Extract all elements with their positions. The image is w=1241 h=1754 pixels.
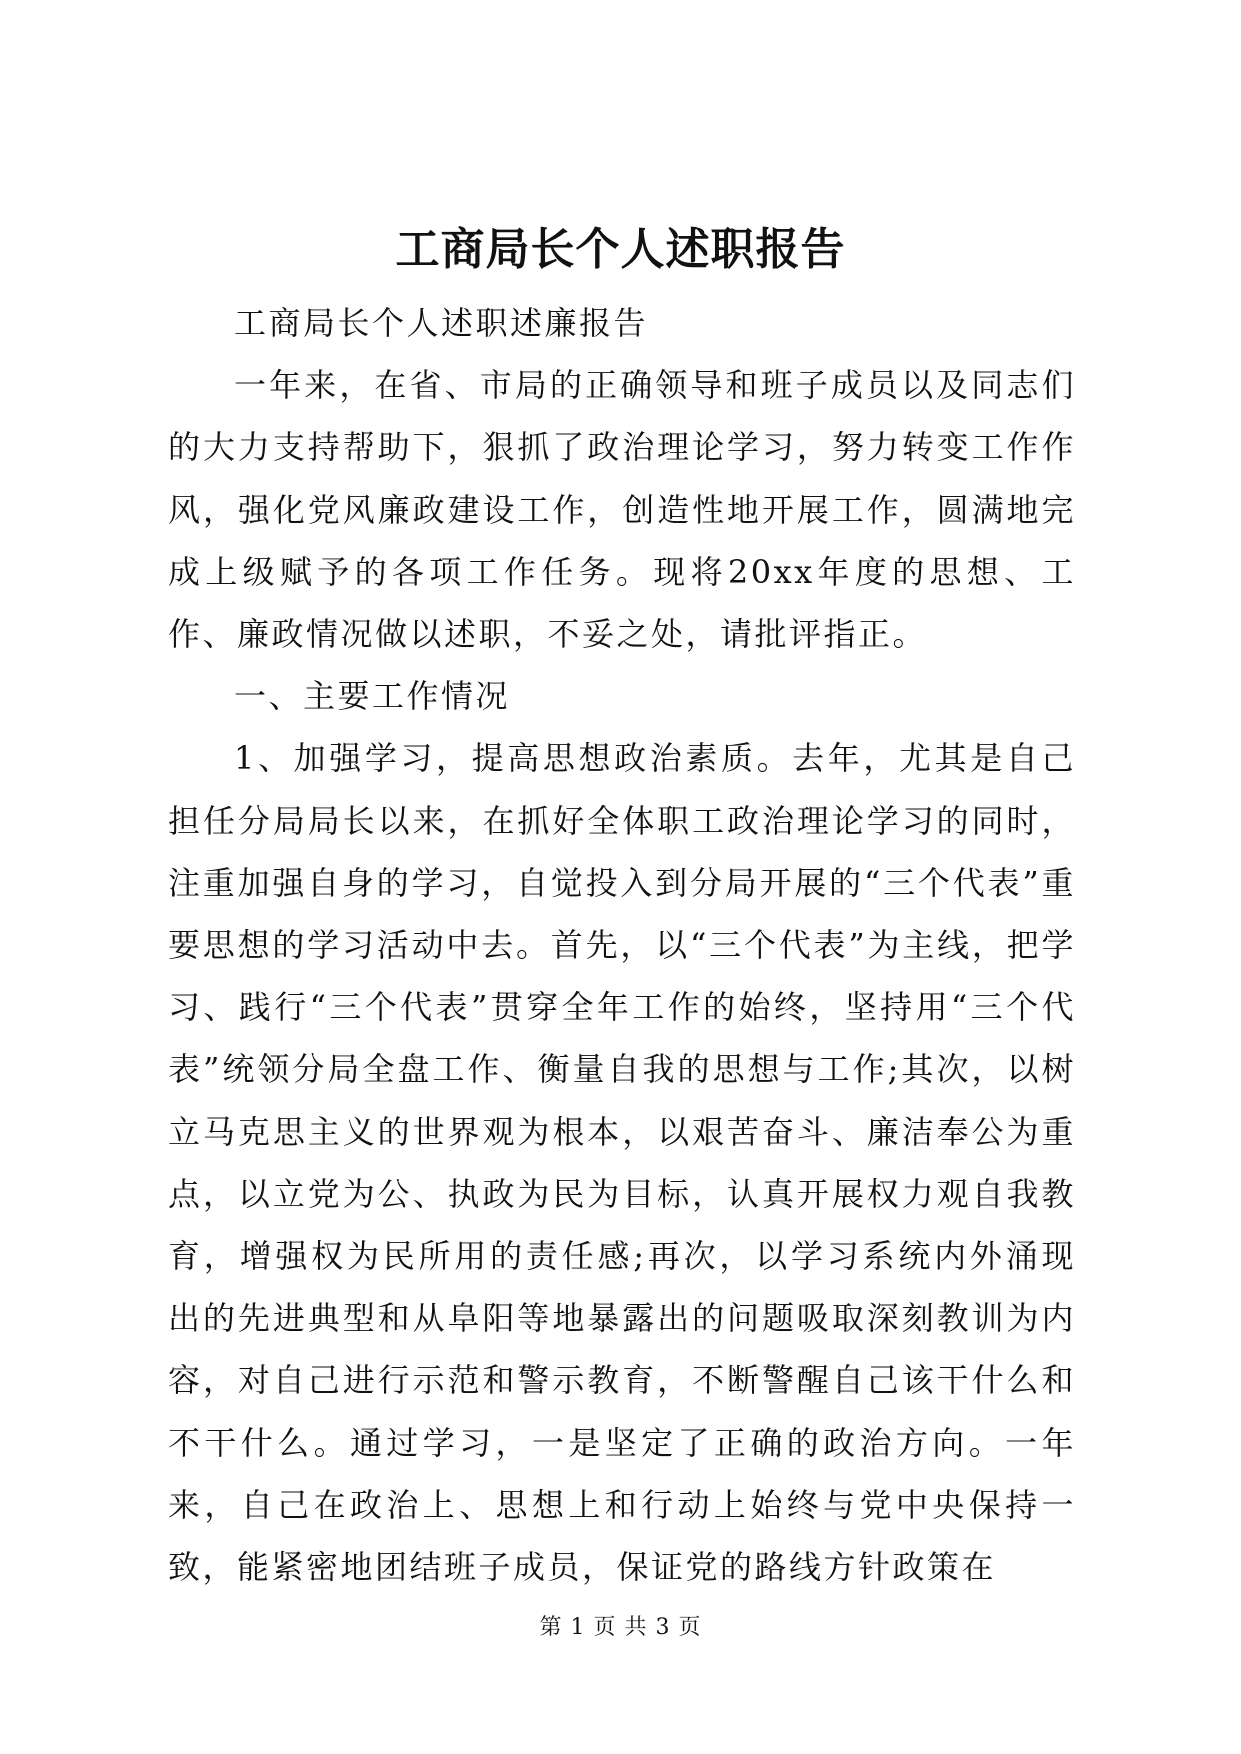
subtitle-paragraph: 工商局长个人述职述廉报告 [234,304,649,342]
page-footer: 第 1 页 共 3 页 [539,1615,702,1640]
section-heading: 一、主要工作情况 [234,677,511,716]
document-body [168,292,1076,1598]
body-paragraph: 1、加强学习，提高思想政治素质。去年，尤其是自己担任分局局长以来，在抓好全体职工政治理论学习的同时，注重加强自身的学习，自觉投入到分局开展的“三个代表”重要思想的学习活动中去。首先，以“三个代表”为主线，把学习、践行“三个代表”贯穿全年工作的始终，坚持用“三个代表”统领分局全盘工作、衡量自我的思想与工作;其次，以树立马克思主义的世界观为根本，以艰苦奋斗、廉洁奉公为重点，以立党为公、执政为民为目标，认真开展权力观自我教育，增强权为民所用的责任感;再次，以学习系统内外涌现出的先进典型和从阜阳等地暴露出的问题吸取深刻教训为内容，对自己进行示范和警示教育，不断警醒自己该干什么和不干什么。通过学习，一是坚定了正确的政治方向。一年来，自己在政治上、思想上和行动上始终与党中央保持一致，能紧密地团结班子成员，保证党的路线方针政策在 [168,739,1076,1587]
page-title: 工商局长个人述职报告 [395,224,846,275]
intro-paragraph: 一年来，在省、市局的正确领导和班子成员以及同志们的大力支持帮助下，狠抓了政治理论学习，努力转变工作作风，强化党风廉政建设工作，创造性地开展工作，圆满地完成上级赋予的各项工作任务。现将20xx年度的思想、工作、廉政情况做以述职，不妥之处，请批评指正。 [168,366,1076,654]
